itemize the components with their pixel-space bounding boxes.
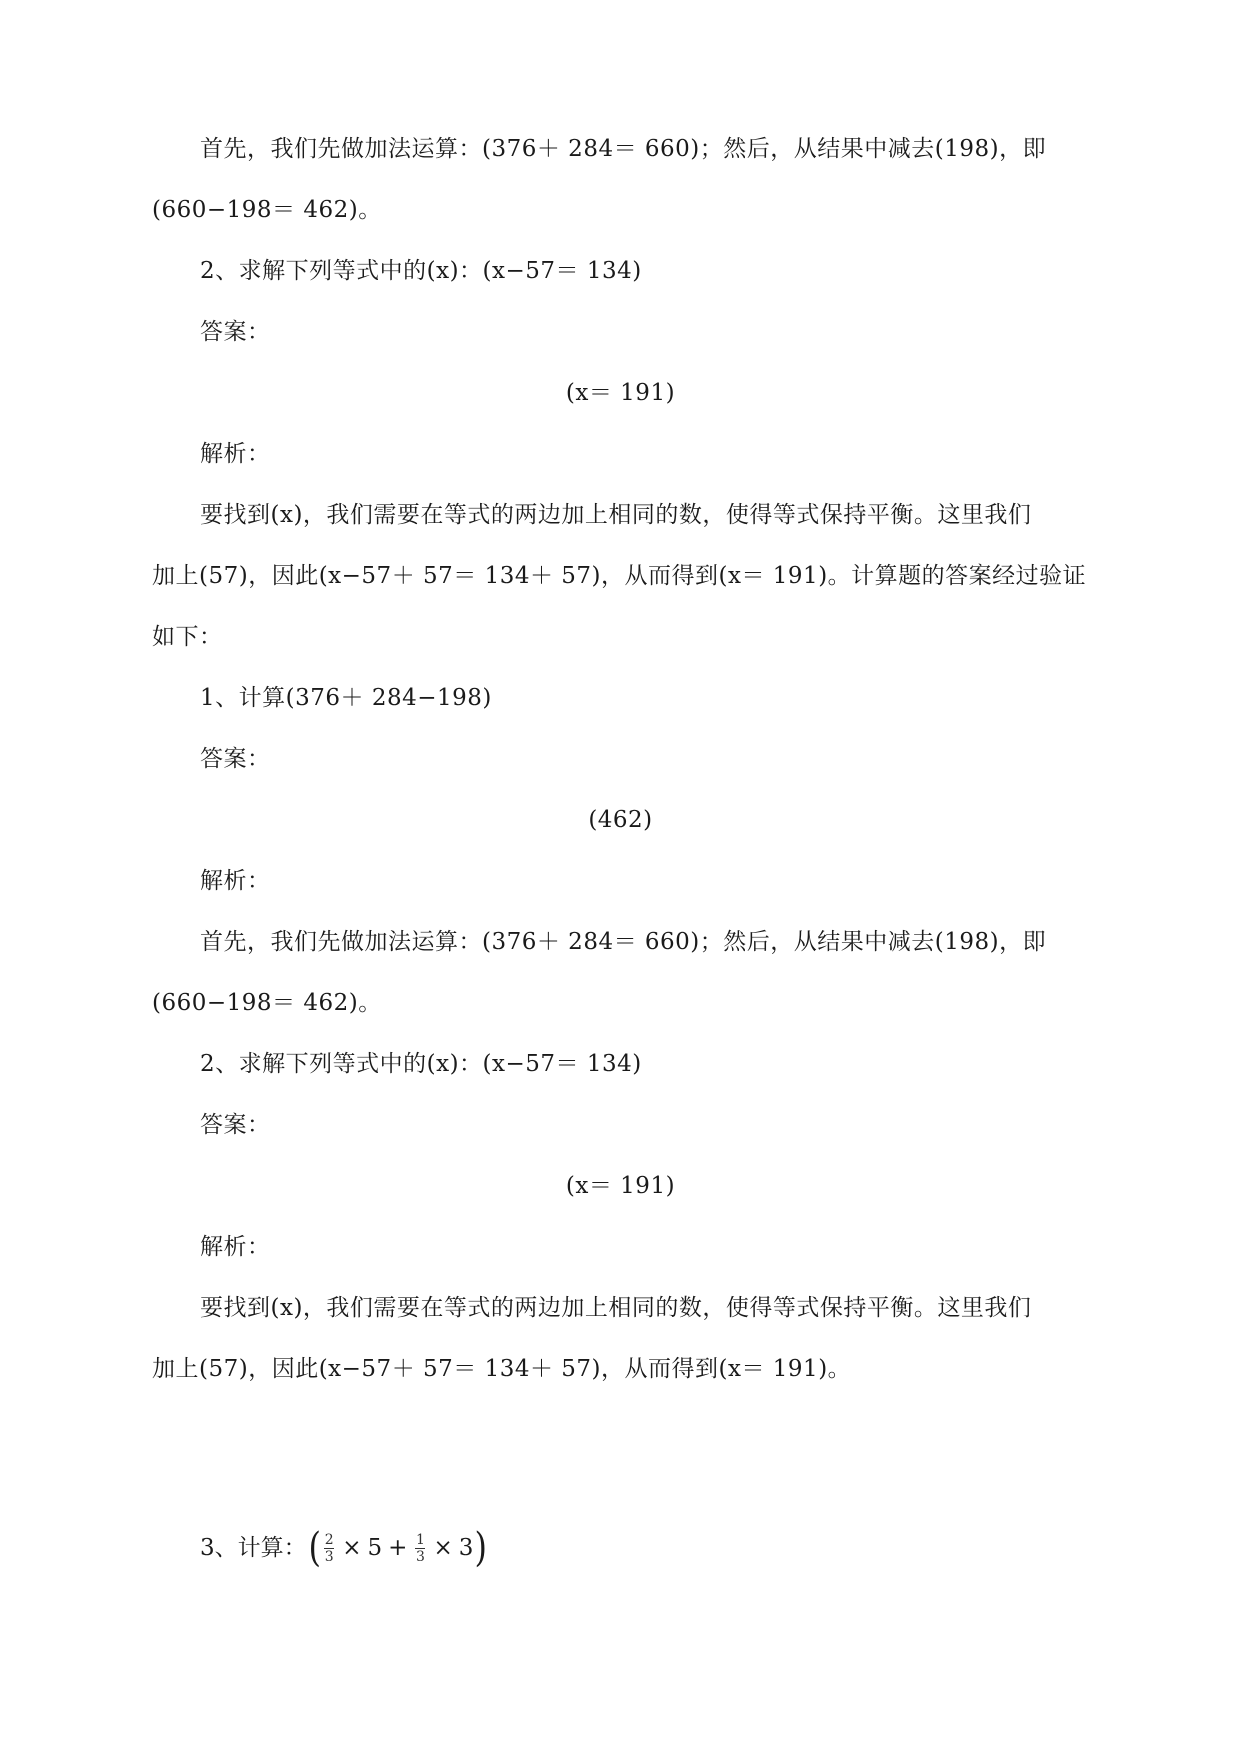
answer-label: 答案： (200, 746, 271, 772)
fraction-denominator: 3 (415, 1548, 425, 1565)
answer-label: 答案： (200, 1112, 271, 1138)
question-1-heading: 1、计算(376＋ 284−198) (200, 685, 492, 711)
paragraph-line: 如下： (152, 624, 223, 650)
fraction-denominator: 3 (324, 1548, 334, 1565)
paragraph-line: 加上(57)，因此(x−57＋ 57＝ 134＋ 57)，从而得到(x＝ 191)。 (152, 1356, 852, 1382)
question-2-heading: 2、求解下列等式中的(x)：(x−57＝ 134) (200, 1051, 642, 1077)
answer-value: (x＝ 191) (565, 380, 676, 406)
times-symbol: × (342, 1535, 362, 1561)
question-3-prefix: 3、计算： (200, 1535, 307, 1561)
question-2-heading: 2、求解下列等式中的(x)：(x−57＝ 134) (200, 258, 642, 284)
operand-five: 5 (367, 1535, 383, 1561)
answer-label: 答案： (200, 319, 271, 345)
answer-value: (x＝ 191) (565, 1173, 676, 1199)
analysis-label: 解析： (200, 441, 271, 467)
paragraph-line: (660−198＝ 462)。 (152, 990, 382, 1016)
paragraph-line: 加上(57)，因此(x−57＋ 57＝ 134＋ 57)，从而得到(x＝ 191)。计算题的答案经过验证 (152, 563, 1087, 589)
plus-symbol: + (388, 1535, 408, 1561)
fraction-numerator: 2 (324, 1531, 334, 1548)
close-paren: ) (474, 1525, 488, 1571)
paragraph-line: 首先，我们先做加法运算：(376＋ 284＝ 660)；然后，从结果中减去(198)，即 (200, 136, 1047, 162)
paragraph-line: 要找到(x)，我们需要在等式的两边加上相同的数，使得等式保持平衡。这里我们 (200, 502, 1032, 528)
analysis-label: 解析： (200, 868, 271, 894)
paragraph-line: 要找到(x)，我们需要在等式的两边加上相同的数，使得等式保持平衡。这里我们 (200, 1295, 1032, 1321)
open-paren: ( (308, 1525, 321, 1571)
fraction-numerator: 1 (415, 1531, 425, 1548)
fraction-one-third (415, 1533, 425, 1564)
times-symbol: × (433, 1535, 453, 1561)
analysis-label: 解析： (200, 1234, 271, 1260)
operand-three: 3 (458, 1535, 474, 1561)
fraction-two-thirds (324, 1533, 334, 1564)
paragraph-line: 首先，我们先做加法运算：(376＋ 284＝ 660)；然后，从结果中减去(198)，即 (200, 929, 1047, 955)
paragraph-line: (660−198＝ 462)。 (152, 197, 382, 223)
answer-value: (462) (588, 807, 653, 833)
question-3-formula (200, 1525, 489, 1571)
